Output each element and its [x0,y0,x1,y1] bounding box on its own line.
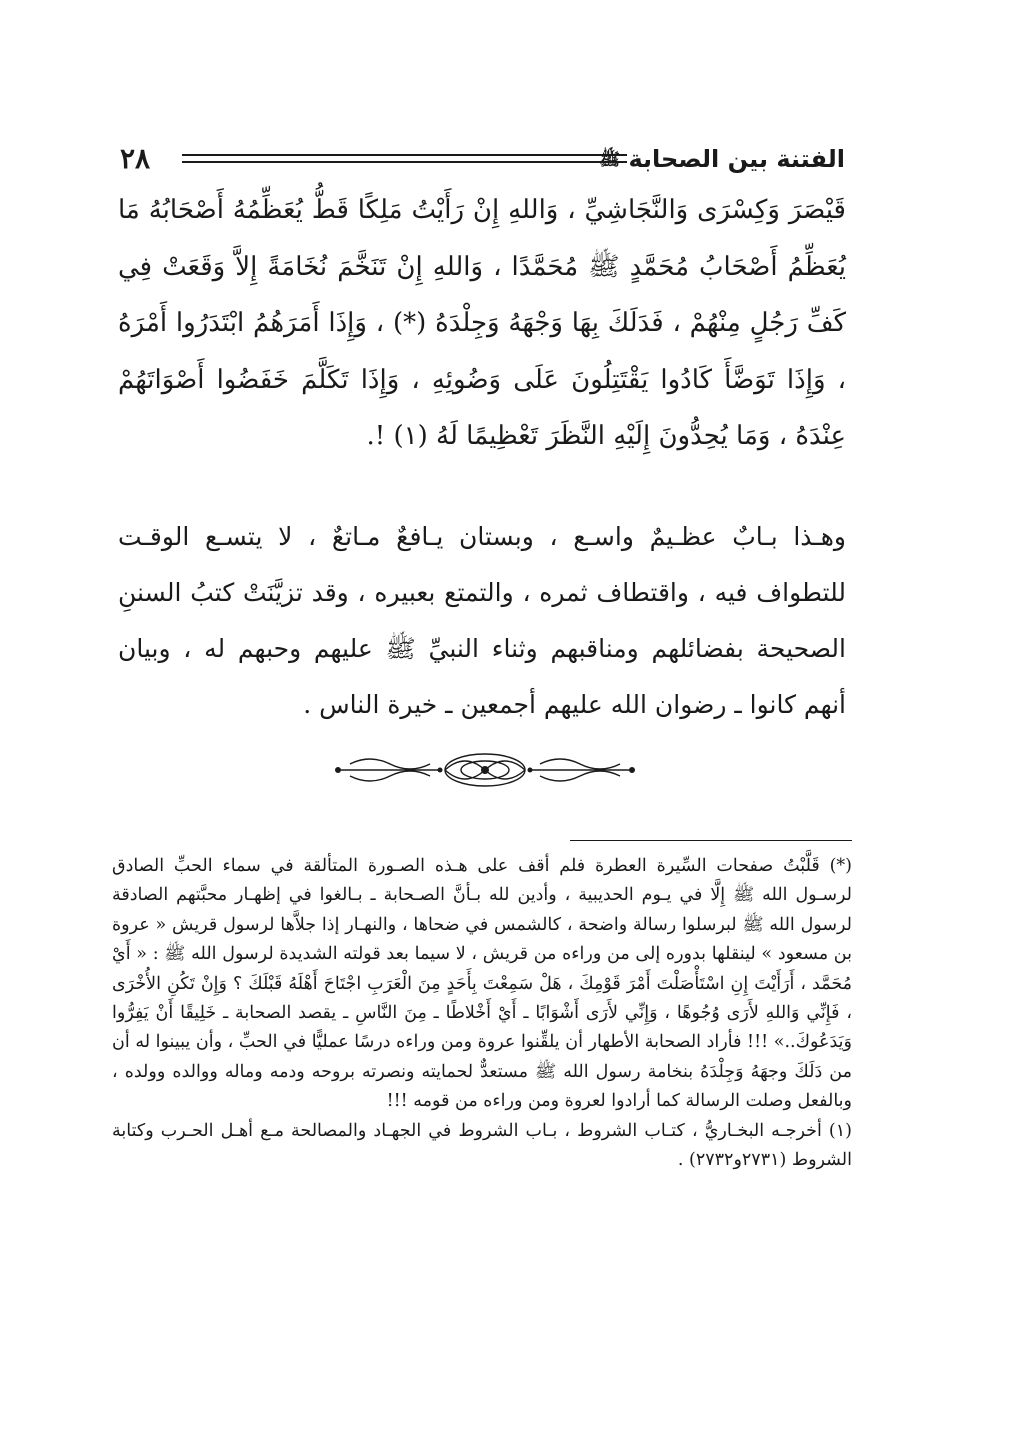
hadith-quote: قَيْصَرَ وَكِسْرَى وَالنَّجَاشِيِّ ، وَاللهِ إِنْ رَأَيْتُ مَلِكًا قَطُّ يُعَظِّمُهُ أَصْحَابُهُ مَا يُعَظِّمُ أَصْحَابُ مُحَمَّدٍ ﷺ مُحَمَّدًا ، وَاللهِ إِنْ تَنَخَّمَ نُخَامَةً إِلاَّ وَقَعَتْ فِي كَفِّ رَجُلٍ مِنْهُمْ ، فَدَلَكَ بِهَا وَجْهَهُ وَجِلْدَهُ (*) ، وَإِذَا أَمَرَهُمُ ابْتَدَرُوا أَمْرَهُ ، وَإِذَا تَوَضَّأَ كَادُوا يَقْتَتِلُونَ عَلَى وَضُوئِهِ ، وَإِذَا تَكَلَّمَ خَفَضُوا أَصْوَاتَهُمْ عِنْدَهُ ، وَمَا يُحِدُّونَ إِلَيْهِ النَّظَرَ تَعْظِيمًا لَهُ (١) !. [118,195,846,451]
footnotes [112,852,852,1175]
honorific-mark: ﷺ [599,150,621,170]
page-number: ٢٨ [120,142,151,175]
book-title-text: الفتنة بين الصحابة [628,145,845,173]
running-header [120,142,845,176]
footnote-separator [570,840,852,841]
book-title [600,142,845,177]
ornament-divider [330,750,640,790]
header-double-rule [182,154,627,163]
footnote-1: (١) أخرجـه البخـاريُّ ، كتـاب الشروط ، بـاب الشروط في الجهـاد والمصالحة مـع أهـل الحـرب وكتابة الشروط (٢٧٣١و٢٧٣٢) . [112,1120,852,1171]
body-paragraph: وهـذا بـابٌ عظـيمٌ واسـع ، وبستان يـافعٌ مـاتعٌ ، لا يتسـع الوقـت للتطواف فيه ، واقتطاف ثمره ، والتمتع بعبيره ، وقد تزيَّنَتْ كتبُ السننِ الصحيحة بفضائلهم ومناقبهم وثناء النبيِّ ﷺ عليهم وحبهم له ، وبيان أنهم كانوا ـ رضوان الله عليهم أجمعين ـ خيرة الناس . [118,522,846,719]
footnote-star: (*) قَلَّبْتُ صفحات السِّيرة العطرة فلم أقف على هـذه الصـورة المتألقة في سماء الحبِّ الصادق لرسـول الله ﷺ إِلَّا في يـوم الحديبية ، وأدين لله بـأنَّ الصـحابة ـ بـالغوا في إظهـار محبَّتهم الصادقة لرسول الله ﷺ لبرسلوا رسالة واضحة ، كالشمس في ضحاها ، والنهـار إذا جلاَّها لرسول قريش « عروة بن مسعود » لينقلها بدوره إلى من وراءه من قريش ، لا سيما بعد قولته الشديدة لرسول الله ﷺ : « أَيْ مُحَمَّد ، أَرَأَيْتَ إِنِ اسْتَأْصَلْتَ أَمْرَ قَوْمِكَ ، هَلْ سَمِعْتَ بِأَحَدٍ مِنَ الْعَرَبِ اجْتَاحَ أَهْلَهُ قَبْلَكَ ؟ وَإِنْ تَكُنِ الأُخْرَى ، فَإِنِّي وَاللهِ لأَرَى وُجُوهًا ، وَإِنِّي لأَرَى أَشْوَابًا ـ أَيْ أَخْلاطًا ـ مِنَ النَّاسِ ـ يقصد الصحابة ـ خَلِيقًا أَنْ يَفِرُّوا وَيَدَعُوكَ..» !!! فأراد الصحابة الأطهار أن يلقِّنوا عروة ومن وراءه درسًا عمليًّا في الحبِّ ، وأن يبينوا له أن من دَلَكَ وجهَهُ وَجِلْدَهُ بنخامة رسول الله ﷺ مستعدٌّ لحمايته ونصرته بروحه ودمه وماله ووالده وولده ، وبالفعل وصلت الرسالة كما أرادوا لعروة ومن وراءه من قومه !!! [112,856,852,1112]
